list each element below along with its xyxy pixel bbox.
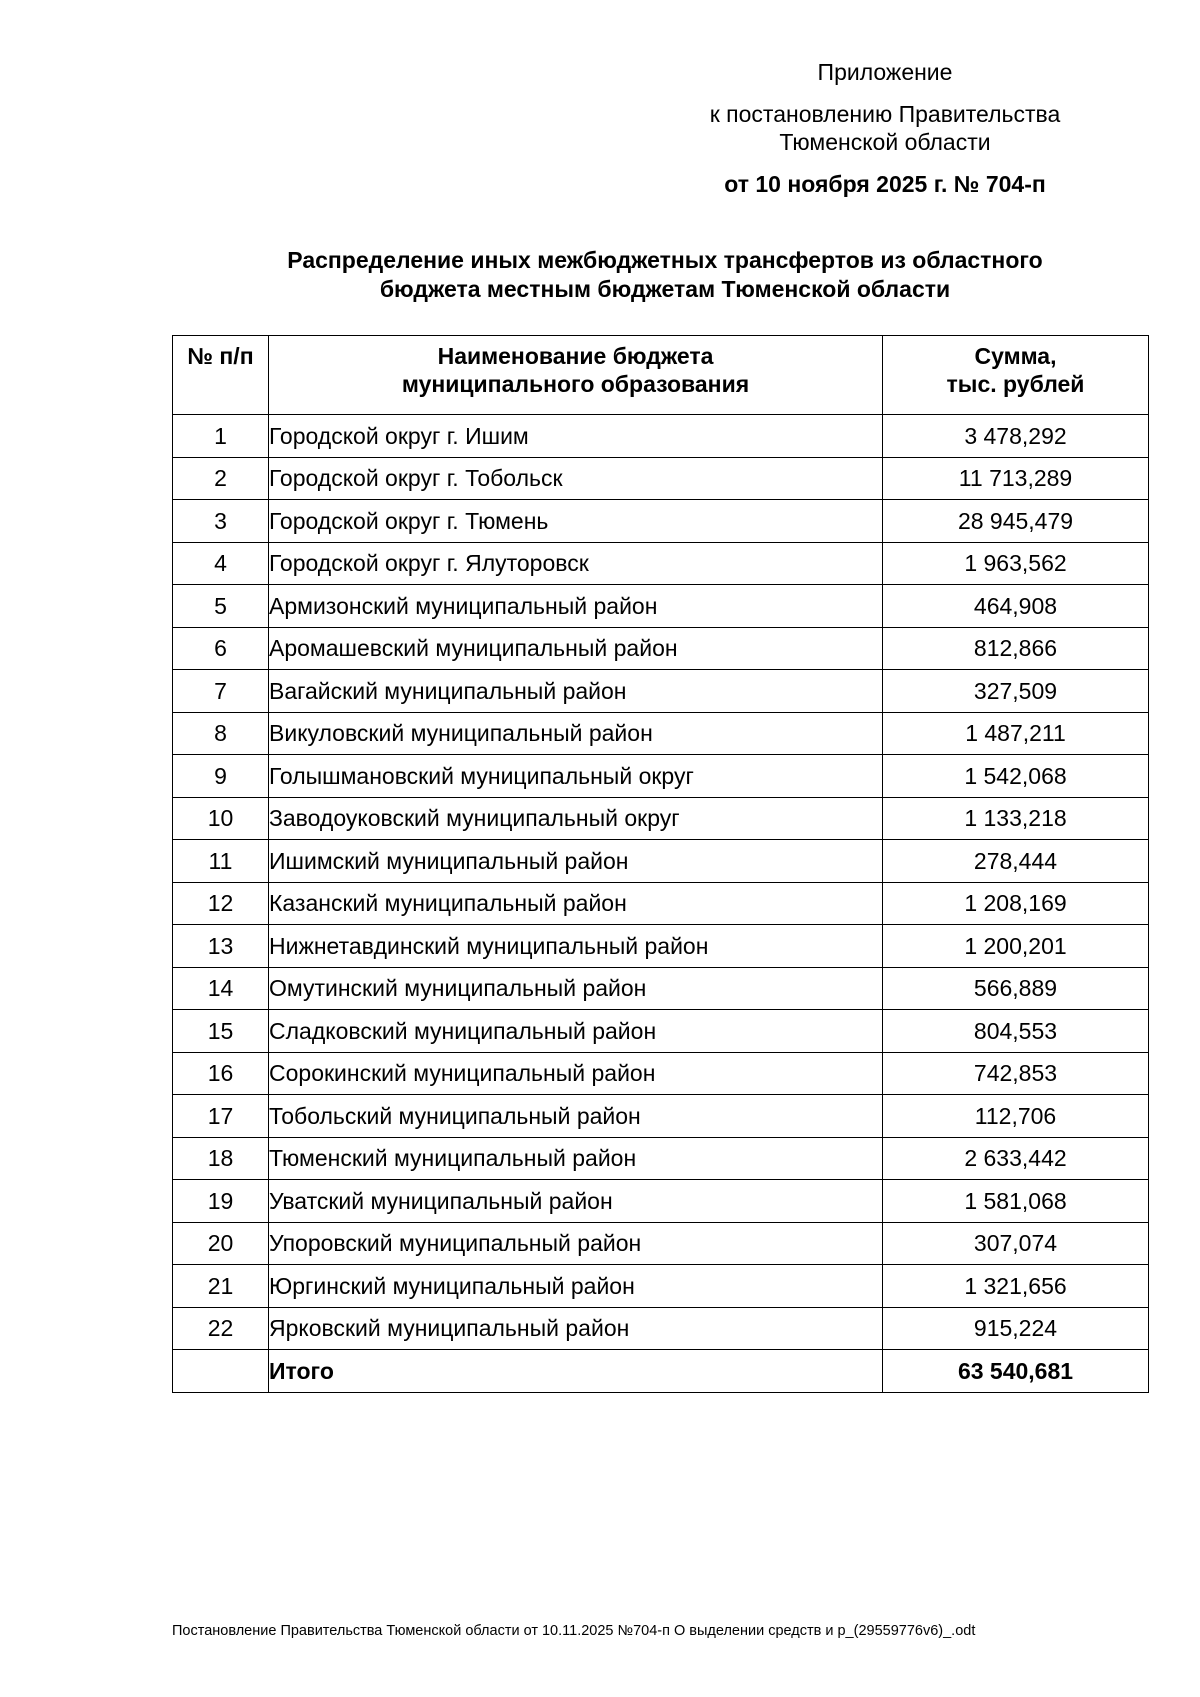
row-sum: 11 713,289 (883, 457, 1149, 500)
row-sum: 2 633,442 (883, 1137, 1149, 1180)
row-sum: 3 478,292 (883, 415, 1149, 458)
footer-filename: Постановление Правительства Тюменской области от 10.11.2025 №704-п О выделении средств и р_(29559776v6)_.odt (172, 1623, 976, 1639)
document-title-line1: Распределение иных межбюджетных трансфертов из областного (287, 247, 1043, 273)
document-title (170, 246, 1160, 304)
row-sum: 1 542,068 (883, 755, 1149, 798)
table-row (173, 670, 1149, 713)
row-sum: 307,074 (883, 1222, 1149, 1265)
row-sum: 1 133,218 (883, 797, 1149, 840)
row-budget-name: Тобольский муниципальный район (269, 1095, 883, 1138)
table-row (173, 1307, 1149, 1350)
row-number: 13 (173, 925, 269, 968)
row-number: 4 (173, 542, 269, 585)
row-budget-name: Городской округ г. Ялуторовск (269, 542, 883, 585)
row-budget-name: Сорокинский муниципальный район (269, 1052, 883, 1095)
table-body (173, 415, 1149, 1393)
row-number: 22 (173, 1307, 269, 1350)
table-row (173, 457, 1149, 500)
row-number: 3 (173, 500, 269, 543)
row-sum: 812,866 (883, 627, 1149, 670)
row-number: 6 (173, 627, 269, 670)
transfers-table (172, 335, 1149, 1393)
row-budget-name: Сладковский муниципальный район (269, 1010, 883, 1053)
table-row (173, 967, 1149, 1010)
table-header-row (173, 336, 1149, 415)
row-budget-name: Омутинский муниципальный район (269, 967, 883, 1010)
row-budget-name: Вагайский муниципальный район (269, 670, 883, 713)
table-row (173, 1180, 1149, 1223)
row-sum: 1 963,562 (883, 542, 1149, 585)
document-title-line2: бюджета местным бюджетам Тюменской области (379, 276, 951, 302)
row-budget-name: Упоровский муниципальный район (269, 1222, 883, 1265)
table-row (173, 797, 1149, 840)
row-sum: 1 208,169 (883, 882, 1149, 925)
table-row (173, 1137, 1149, 1180)
row-number: 17 (173, 1095, 269, 1138)
row-budget-name: Городской округ г. Тюмень (269, 500, 883, 543)
row-sum: 1 200,201 (883, 925, 1149, 968)
row-number: 12 (173, 882, 269, 925)
row-number: 9 (173, 755, 269, 798)
row-number: 16 (173, 1052, 269, 1095)
row-sum: 1 581,068 (883, 1180, 1149, 1223)
header-sum: Сумма, тыс. рублей (883, 336, 1149, 415)
row-number: 21 (173, 1265, 269, 1308)
table-row (173, 925, 1149, 968)
row-sum: 28 945,479 (883, 500, 1149, 543)
table-row (173, 755, 1149, 798)
row-budget-name: Ярковский муниципальный район (269, 1307, 883, 1350)
row-budget-name: Заводоуковский муниципальный округ (269, 797, 883, 840)
row-sum: 742,853 (883, 1052, 1149, 1095)
row-budget-name: Викуловский муниципальный район (269, 712, 883, 755)
row-number: 7 (173, 670, 269, 713)
row-sum: 278,444 (883, 840, 1149, 883)
row-budget-name: Городской округ г. Тобольск (269, 457, 883, 500)
total-sum: 63 540,681 (883, 1350, 1149, 1393)
region-label: Тюменской области (779, 129, 991, 155)
row-number: 19 (173, 1180, 269, 1223)
row-number: 11 (173, 840, 269, 883)
table-row (173, 1222, 1149, 1265)
row-budget-name: Аромашевский муниципальный район (269, 627, 883, 670)
row-number: 5 (173, 585, 269, 628)
row-budget-name: Армизонский муниципальный район (269, 585, 883, 628)
table-row (173, 1095, 1149, 1138)
table-row (173, 415, 1149, 458)
total-label: Итого (269, 1350, 883, 1393)
row-budget-name: Ишимский муниципальный район (269, 840, 883, 883)
row-sum: 915,224 (883, 1307, 1149, 1350)
row-budget-name: Юргинский муниципальный район (269, 1265, 883, 1308)
row-number: 15 (173, 1010, 269, 1053)
table-row (173, 840, 1149, 883)
row-number: 1 (173, 415, 269, 458)
row-budget-name: Уватский муниципальный район (269, 1180, 883, 1223)
row-budget-name: Нижнетавдинский муниципальный район (269, 925, 883, 968)
row-sum: 464,908 (883, 585, 1149, 628)
row-number: 8 (173, 712, 269, 755)
table-row (173, 1052, 1149, 1095)
row-sum: 1 487,211 (883, 712, 1149, 755)
row-number: 18 (173, 1137, 269, 1180)
table-row (173, 500, 1149, 543)
row-number: 20 (173, 1222, 269, 1265)
table-row (173, 1010, 1149, 1053)
row-budget-name: Городской округ г. Ишим (269, 415, 883, 458)
row-number: 10 (173, 797, 269, 840)
resolution-date-number: от 10 ноября 2025 г. № 704-п (724, 171, 1046, 197)
header-name: Наименование бюджета муниципального образования (269, 336, 883, 415)
table-row (173, 627, 1149, 670)
row-sum: 327,509 (883, 670, 1149, 713)
row-sum: 112,706 (883, 1095, 1149, 1138)
row-budget-name: Голышмановский муниципальный округ (269, 755, 883, 798)
appendix-label: Приложение (817, 59, 953, 85)
row-sum: 566,889 (883, 967, 1149, 1010)
row-budget-name: Тюменский муниципальный район (269, 1137, 883, 1180)
table-row (173, 712, 1149, 755)
table-row (173, 542, 1149, 585)
table-total-row (173, 1350, 1149, 1393)
table-row (173, 882, 1149, 925)
row-sum: 804,553 (883, 1010, 1149, 1053)
row-budget-name: Казанский муниципальный район (269, 882, 883, 925)
resolution-label: к постановлению Правительства (709, 101, 1061, 127)
header-number: № п/п (173, 336, 269, 415)
row-number: 14 (173, 967, 269, 1010)
table-row (173, 585, 1149, 628)
row-sum: 1 321,656 (883, 1265, 1149, 1308)
total-number-empty (173, 1350, 269, 1393)
table-row (173, 1265, 1149, 1308)
row-number: 2 (173, 457, 269, 500)
